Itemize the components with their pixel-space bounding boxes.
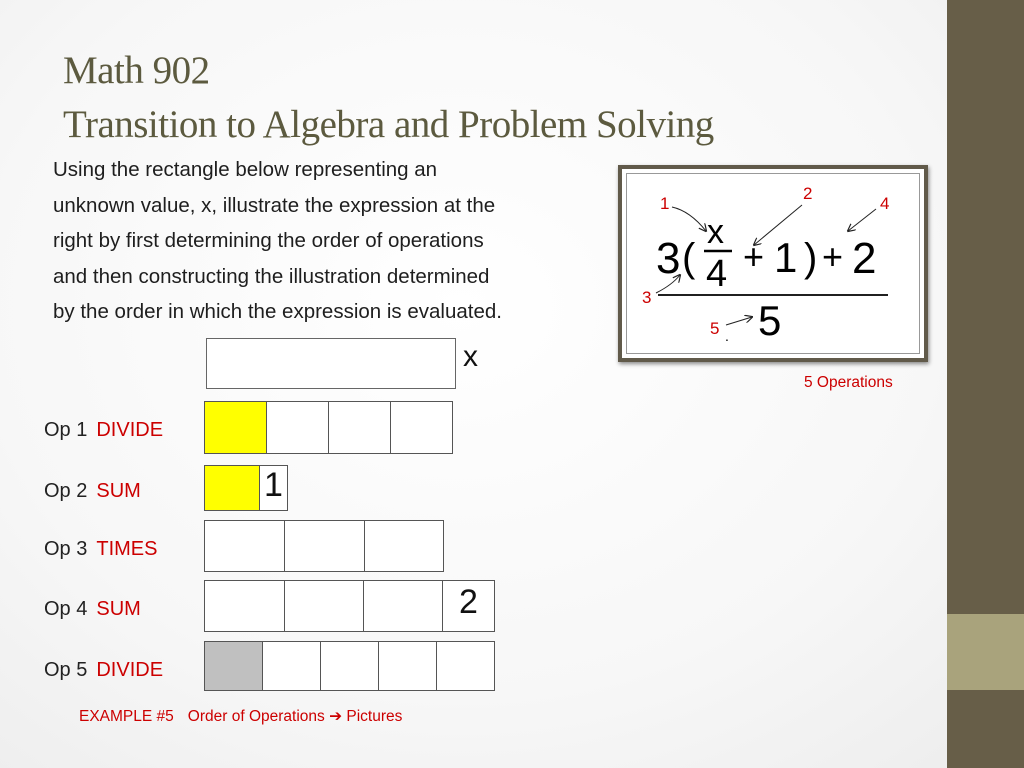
op-3-diagram <box>204 520 444 572</box>
op-5-diagram <box>204 641 495 691</box>
diagram-cell <box>329 402 391 453</box>
unknown-x-rectangle <box>206 338 456 389</box>
op-name: SUM <box>96 598 141 620</box>
diagram-cell <box>437 642 494 690</box>
instruction-line: by the order in which the expression is evaluated. <box>53 300 502 323</box>
op-name: TIMES <box>96 538 158 560</box>
expr-two: 2 <box>852 234 877 283</box>
expr-dot: . <box>725 328 729 344</box>
expr-close-paren: ) <box>804 236 818 280</box>
diagram-cell-shaded <box>205 642 263 690</box>
diagram-cell-value: 1 <box>264 466 283 504</box>
expr-denominator: 5 <box>758 297 782 344</box>
expr-open-paren: ( <box>682 236 696 280</box>
marker-4: 4 <box>880 194 890 213</box>
arrow-1 <box>672 207 706 231</box>
diagram-cell-one <box>260 466 287 510</box>
op-number: Op 5 <box>44 659 88 681</box>
op-2-label <box>44 480 141 503</box>
example-label: EXAMPLE #5 <box>79 708 174 725</box>
marker-2: 2 <box>803 184 813 203</box>
op-4-diagram <box>204 580 495 632</box>
title-line-2: Transition to Algebra and Problem Solving <box>63 103 714 146</box>
op-number: Op 2 <box>44 480 88 502</box>
marker-1: 1 <box>660 194 670 213</box>
diagram-cell-two <box>443 581 494 631</box>
diagram-cell-shaded <box>205 402 267 453</box>
diagram-cell <box>391 402 452 453</box>
arrow-right-icon: ➔ <box>329 708 343 725</box>
marker-5: 5 <box>710 319 720 338</box>
expression-frame <box>618 165 928 362</box>
diagram-cell <box>379 642 437 690</box>
arrow-5 <box>726 317 752 325</box>
sidebar-accent-band <box>947 614 1024 690</box>
instructions-paragraph <box>53 152 613 330</box>
diagram-cell <box>285 521 365 571</box>
expr-inner-denominator: 4 <box>706 253 728 295</box>
expr-variable-x: x <box>707 213 724 251</box>
expr-one: 1 <box>774 234 798 281</box>
title-line-1: Math 902 <box>63 49 210 92</box>
example-caption <box>79 707 402 726</box>
marker-3: 3 <box>642 288 652 307</box>
instruction-line: right by first determining the order of operations <box>53 229 484 252</box>
instruction-line: unknown value, x, illustrate the expression at the <box>53 193 496 217</box>
diagram-cell <box>205 581 285 631</box>
diagram-cell <box>263 642 321 690</box>
expr-plus-2: + <box>822 236 844 277</box>
op-name: DIVIDE <box>96 419 164 441</box>
expr-plus-1: + <box>743 236 765 277</box>
op-4-label <box>44 598 141 621</box>
operations-count: 5 Operations <box>804 374 893 391</box>
op-1-diagram <box>204 401 453 454</box>
op-number: Op 3 <box>44 538 88 560</box>
op-3-label <box>44 538 157 561</box>
op-1-label <box>44 419 163 442</box>
unknown-x-label: x <box>463 340 478 373</box>
expr-coefficient: 3 <box>656 234 681 283</box>
op-5-label <box>44 659 163 682</box>
op-2-diagram <box>204 465 288 511</box>
caption-text: Order of Operations <box>187 708 325 725</box>
diagram-cell-shaded <box>205 466 260 510</box>
slide-title <box>63 44 714 152</box>
op-number: Op 1 <box>44 419 88 441</box>
op-number: Op 4 <box>44 598 88 620</box>
diagram-cell <box>267 402 329 453</box>
diagram-cell-value: 2 <box>459 583 478 621</box>
op-name: SUM <box>96 480 141 502</box>
instruction-line: Using the rectangle below representing an <box>53 158 438 181</box>
caption-result: Pictures <box>346 708 403 725</box>
diagram-cell <box>321 642 379 690</box>
diagram-cell <box>364 581 443 631</box>
op-name: DIVIDE <box>96 659 164 681</box>
diagram-cell <box>365 521 443 571</box>
expression-figure <box>622 169 924 358</box>
diagram-cell <box>285 581 364 631</box>
arrow-4 <box>848 209 876 231</box>
instruction-line: and then constructing the illustration determined <box>53 264 490 288</box>
diagram-cell <box>205 521 285 571</box>
